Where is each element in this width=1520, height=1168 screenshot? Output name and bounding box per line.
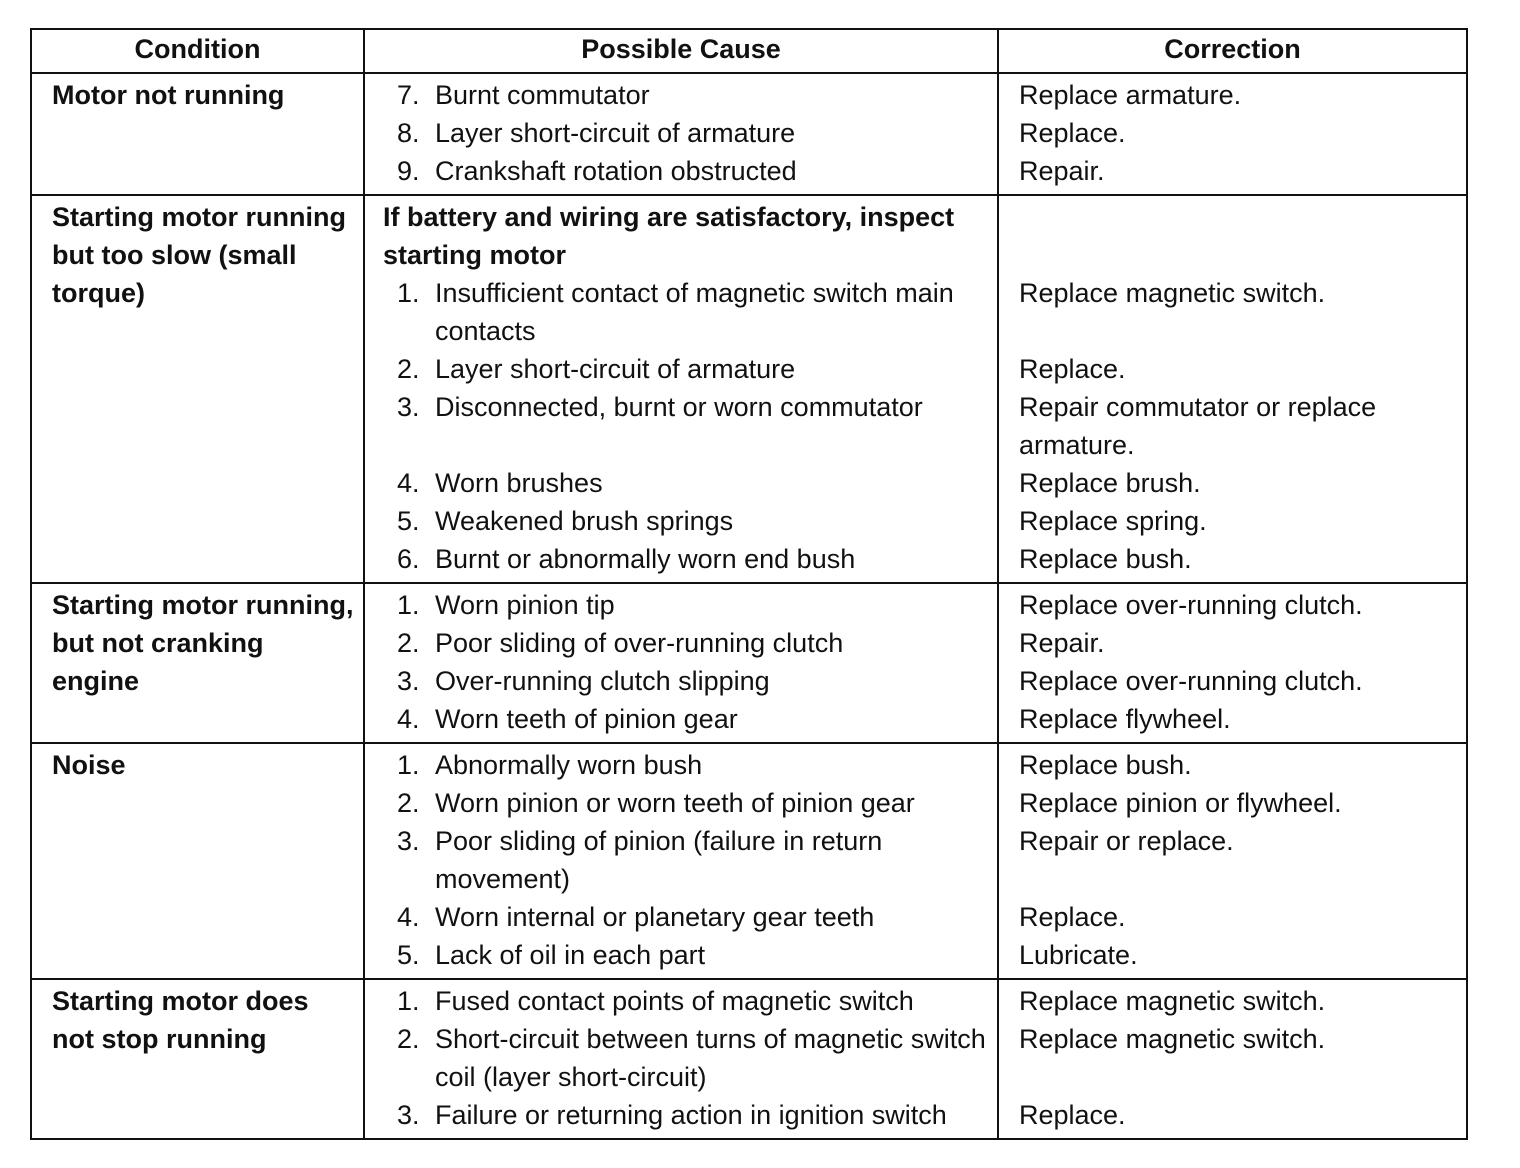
correction-text: Replace over-running clutch. xyxy=(1019,590,1363,620)
correction-text: Replace pinion or flywheel. xyxy=(1019,788,1342,818)
cause-text: Weakened brush springs xyxy=(435,506,734,536)
cause-item xyxy=(397,540,991,578)
cause-text: Burnt commutator xyxy=(435,80,650,110)
cause-text: Layer short-circuit of armature xyxy=(435,118,796,148)
cause-item xyxy=(397,152,991,190)
cause-item xyxy=(397,936,991,974)
cause-number: 3. xyxy=(397,826,420,856)
correction-text: Replace spring. xyxy=(1019,506,1207,536)
cause-text: Worn brushes xyxy=(435,468,603,498)
cause-text: Crankshaft rotation obstructed xyxy=(435,156,797,186)
cause-item xyxy=(397,982,991,1020)
correction-cell xyxy=(998,195,1467,583)
cause-number: 2. xyxy=(397,1024,420,1054)
condition-cell: Motor not running xyxy=(31,73,364,195)
table-body xyxy=(31,73,1467,1139)
table-row xyxy=(31,73,1467,195)
cause-text: Worn internal or planetary gear teeth xyxy=(435,902,875,932)
table-row xyxy=(31,979,1467,1139)
condition-cell: Starting motor does not stop running xyxy=(31,979,364,1139)
correction-text: Replace. xyxy=(1019,902,1126,932)
cause-item xyxy=(397,464,991,502)
correction-text: Replace magnetic switch. xyxy=(1019,1024,1326,1054)
cause-number: 4. xyxy=(397,704,420,734)
correction-text: Replace armature. xyxy=(1019,80,1242,110)
header-possible-cause: Possible Cause xyxy=(364,29,998,73)
correction-text: Repair commutator or replace armature. xyxy=(1019,392,1377,460)
cause-item xyxy=(397,1096,991,1134)
cause-number: 8. xyxy=(397,118,420,148)
cause-number: 1. xyxy=(397,278,420,308)
possible-cause-cell xyxy=(364,979,998,1139)
header-condition: Condition xyxy=(31,29,364,73)
cause-item xyxy=(397,822,991,898)
correction-text: Replace bush. xyxy=(1019,544,1192,574)
correction-text: Replace bush. xyxy=(1019,750,1192,780)
cause-item xyxy=(397,388,991,464)
cause-item xyxy=(397,898,991,936)
correction-text: Repair. xyxy=(1019,156,1105,186)
cause-item xyxy=(397,624,991,662)
condition-cell: Noise xyxy=(31,743,364,979)
header-correction: Correction xyxy=(998,29,1467,73)
cause-text: Burnt or abnormally worn end bush xyxy=(435,544,856,574)
correction-cell xyxy=(998,583,1467,743)
cause-number: 2. xyxy=(397,354,420,384)
cause-item xyxy=(397,350,991,388)
correction-text: Lubricate. xyxy=(1019,940,1138,970)
correction-text: Replace. xyxy=(1019,1100,1126,1130)
correction-text: Replace. xyxy=(1019,354,1126,384)
cause-text: Layer short-circuit of armature xyxy=(435,354,796,384)
correction-text: Replace over-running clutch. xyxy=(1019,666,1363,696)
troubleshooting-table xyxy=(30,28,1468,1140)
correction-cell xyxy=(998,73,1467,195)
table-header xyxy=(31,29,1467,73)
cause-text: Disconnected, burnt or worn commutator xyxy=(435,392,923,422)
cause-item xyxy=(397,114,991,152)
cause-number: 3. xyxy=(397,392,420,422)
cause-text: Worn teeth of pinion gear xyxy=(435,704,738,734)
cause-number: 3. xyxy=(397,666,420,696)
table-row xyxy=(31,743,1467,979)
possible-cause-cell xyxy=(364,743,998,979)
correction-cell xyxy=(998,743,1467,979)
cause-item xyxy=(397,76,991,114)
cause-text: Fused contact points of magnetic switch xyxy=(435,986,914,1016)
cause-text: Over-running clutch slipping xyxy=(435,666,770,696)
cause-text: Poor sliding of pinion (failure in return movement) xyxy=(435,826,883,894)
table-row xyxy=(31,195,1467,583)
correction-text: Repair or replace. xyxy=(1019,826,1234,856)
cause-number: 2. xyxy=(397,628,420,658)
correction-text: Repair. xyxy=(1019,628,1105,658)
condition-cell: Starting motor running but too slow (small torque) xyxy=(31,195,364,583)
cause-text: Worn pinion tip xyxy=(435,590,615,620)
correction-text: Replace magnetic switch. xyxy=(1019,278,1326,308)
cause-item xyxy=(397,502,991,540)
inspection-note: If battery and wiring are satisfactory, inspect starting motor xyxy=(383,202,955,270)
cause-text: Insufficient contact of magnetic switch main contacts xyxy=(435,278,954,346)
possible-cause-cell xyxy=(364,583,998,743)
correction-text: Replace magnetic switch. xyxy=(1019,986,1326,1016)
cause-number: 1. xyxy=(397,986,420,1016)
possible-cause-cell xyxy=(364,73,998,195)
cause-item xyxy=(397,784,991,822)
cause-item xyxy=(397,586,991,624)
cause-number: 5. xyxy=(397,940,420,970)
cause-number: 5. xyxy=(397,506,420,536)
cause-text: Poor sliding of over-running clutch xyxy=(435,628,844,658)
cause-text: Worn pinion or worn teeth of pinion gear xyxy=(435,788,915,818)
cause-number: 7. xyxy=(397,80,420,110)
note-spacer xyxy=(1019,198,1460,274)
cause-text: Lack of oil in each part xyxy=(435,940,706,970)
cause-text: Short-circuit between turns of magnetic switch coil (layer short-circuit) xyxy=(435,1024,986,1092)
correction-cell xyxy=(998,979,1467,1139)
cause-item xyxy=(397,700,991,738)
cause-item xyxy=(397,274,991,350)
cause-text: Abnormally worn bush xyxy=(435,750,703,780)
table-row xyxy=(31,583,1467,743)
cause-number: 3. xyxy=(397,1100,420,1130)
possible-cause-cell xyxy=(364,195,998,583)
cause-number: 9. xyxy=(397,156,420,186)
cause-number: 4. xyxy=(397,902,420,932)
cause-item xyxy=(397,1020,991,1096)
correction-text: Replace. xyxy=(1019,118,1126,148)
cause-number: 6. xyxy=(397,544,420,574)
cause-number: 1. xyxy=(397,750,420,780)
correction-text: Replace brush. xyxy=(1019,468,1201,498)
cause-number: 4. xyxy=(397,468,420,498)
cause-number: 1. xyxy=(397,590,420,620)
header-row xyxy=(31,29,1467,73)
cause-item xyxy=(397,746,991,784)
correction-text: Replace flywheel. xyxy=(1019,704,1231,734)
cause-text: Failure or returning action in ignition switch xyxy=(435,1100,947,1130)
cause-item xyxy=(397,662,991,700)
cause-number: 2. xyxy=(397,788,420,818)
condition-cell: Starting motor running, but not cranking engine xyxy=(31,583,364,743)
